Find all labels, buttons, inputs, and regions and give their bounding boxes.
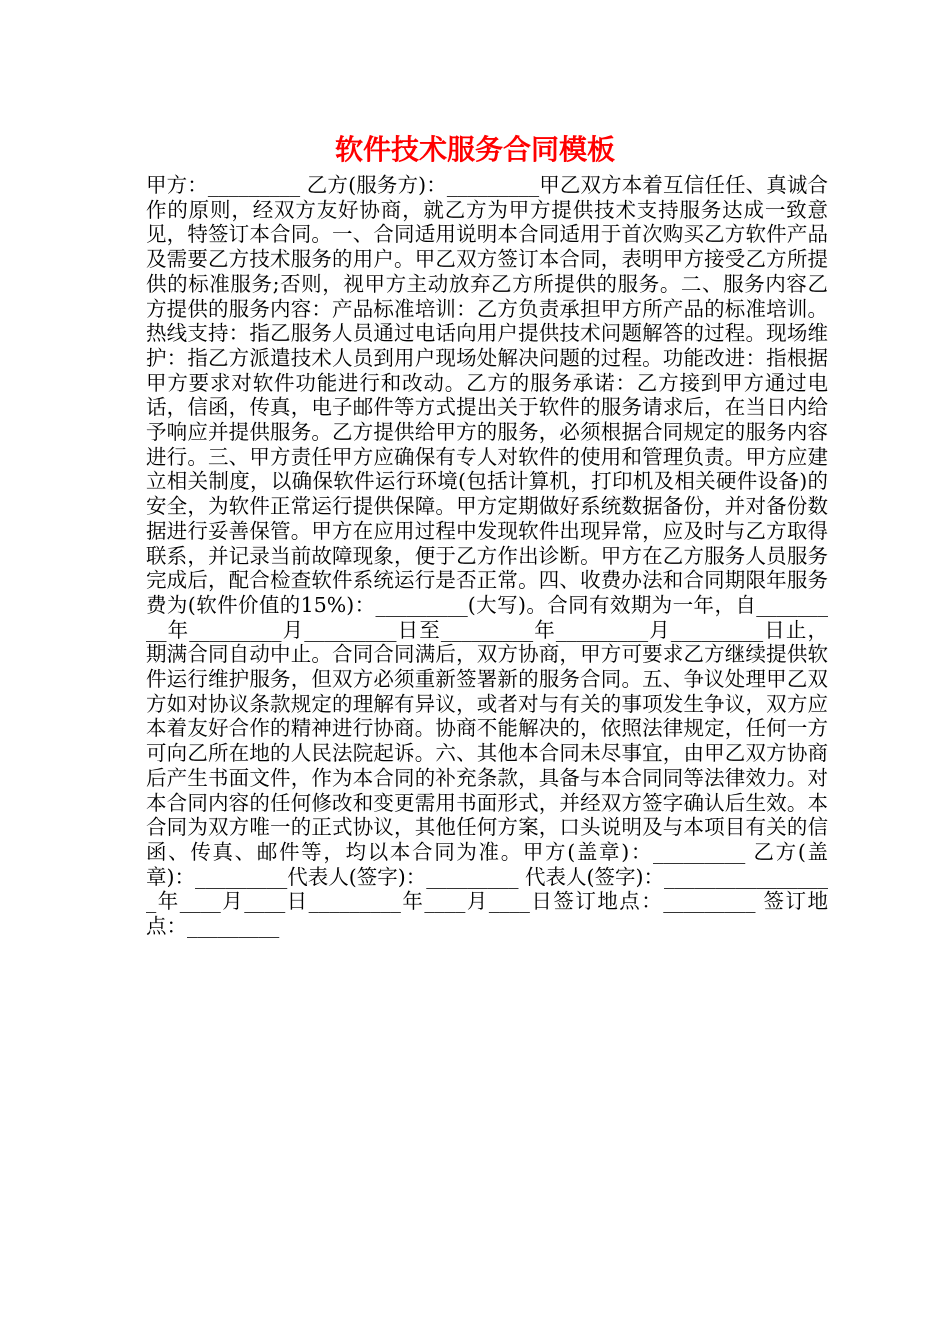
contract-body-text: 甲方：_________ 乙方(服务方)：_________甲乙双方本着互信任任、真诚合作的原则，经双方友好协商，就乙方为甲方提供技术支持服务达成一致意见，特签订本合同。一、合同适用说明本合同适用于首次购买乙方软件产品及需要乙方技术服务的用户。甲乙双方签订本合同，表明甲方接受乙方所提供的标准服务;否则，视甲方主动放弃乙方所提供的服务。二、服务内容乙方提供的服务内容：产品标准培训：乙方负责承担甲方所产品的标准培训。热线支持：指乙服务人员通过电话向用户提供技术问题解答的过程。现场维护：指乙方派遣技术人员到用户现场处解决问题的过程。功能改进：指根据甲方要求对软件功能进行和改动。乙方的服务承诺：乙方接到甲方通过电话，信函，传真，电子邮件等方式提出关于软件的服务请求后，在当日内给予响应并提供服务。乙方提供给甲方的服务，必须根据合同规定的服务内容进行。三、甲方责任甲方应确保有专人对软件的使用和管理负责。甲方应建立相关制度，以确保软件运行环境(包括计算机，打印机及相关硬件设备)的安全，为软件正常运行提供保障。甲方定期做好系统数据备份，并对备份数据进行妥善保管。甲方在应用过程中发现软件出现异常，应及时与乙方取得联系，并记录当前故障现象，便于乙方作出诊断。甲方在乙方服务人员服务完成后，配合检查软件系统运行是否正常。四、收费办法和合同期限年服务费为(软件价值的15%)：_________(大写)。合同有效期为一年，自_________年_________月_________日至_________年_________月_________日止，期满合同自动中止。合同合同满后，双方协商，甲方可要求乙方继续提供软件运行维护服务，但双方必须重新签署新的服务合同。五、争议处理甲乙双方如对协议条款规定的理解有异议，或者对与有关的事项发生争议，双方应本着友好合作的精神进行协商。协商不能解决的，依照法律规定，任何一方可向乙所在地的人民法院起诉。六、其他本合同未尽事宜，由甲乙双方协商后产生书面文件，作为本合同的补充条款，具备与本合同同等法律效力。对本合同内容的任何修改和变更需用书面形式，并经双方签字确认后生效。本合同为双方唯一的正式协议，其他任何方案，口头说明及与本项目有关的信函、传真、邮件等，均以本合同为准。甲方(盖章)：_________ 乙方(盖章)：_________代表人(签字)：_________ 代表人(签字)：_________________年____月____日_________年____月____日签订地点：_________ 签订地点：_________ [146,173,829,939]
document-title: 软件技术服务合同模板 [334,133,615,166]
